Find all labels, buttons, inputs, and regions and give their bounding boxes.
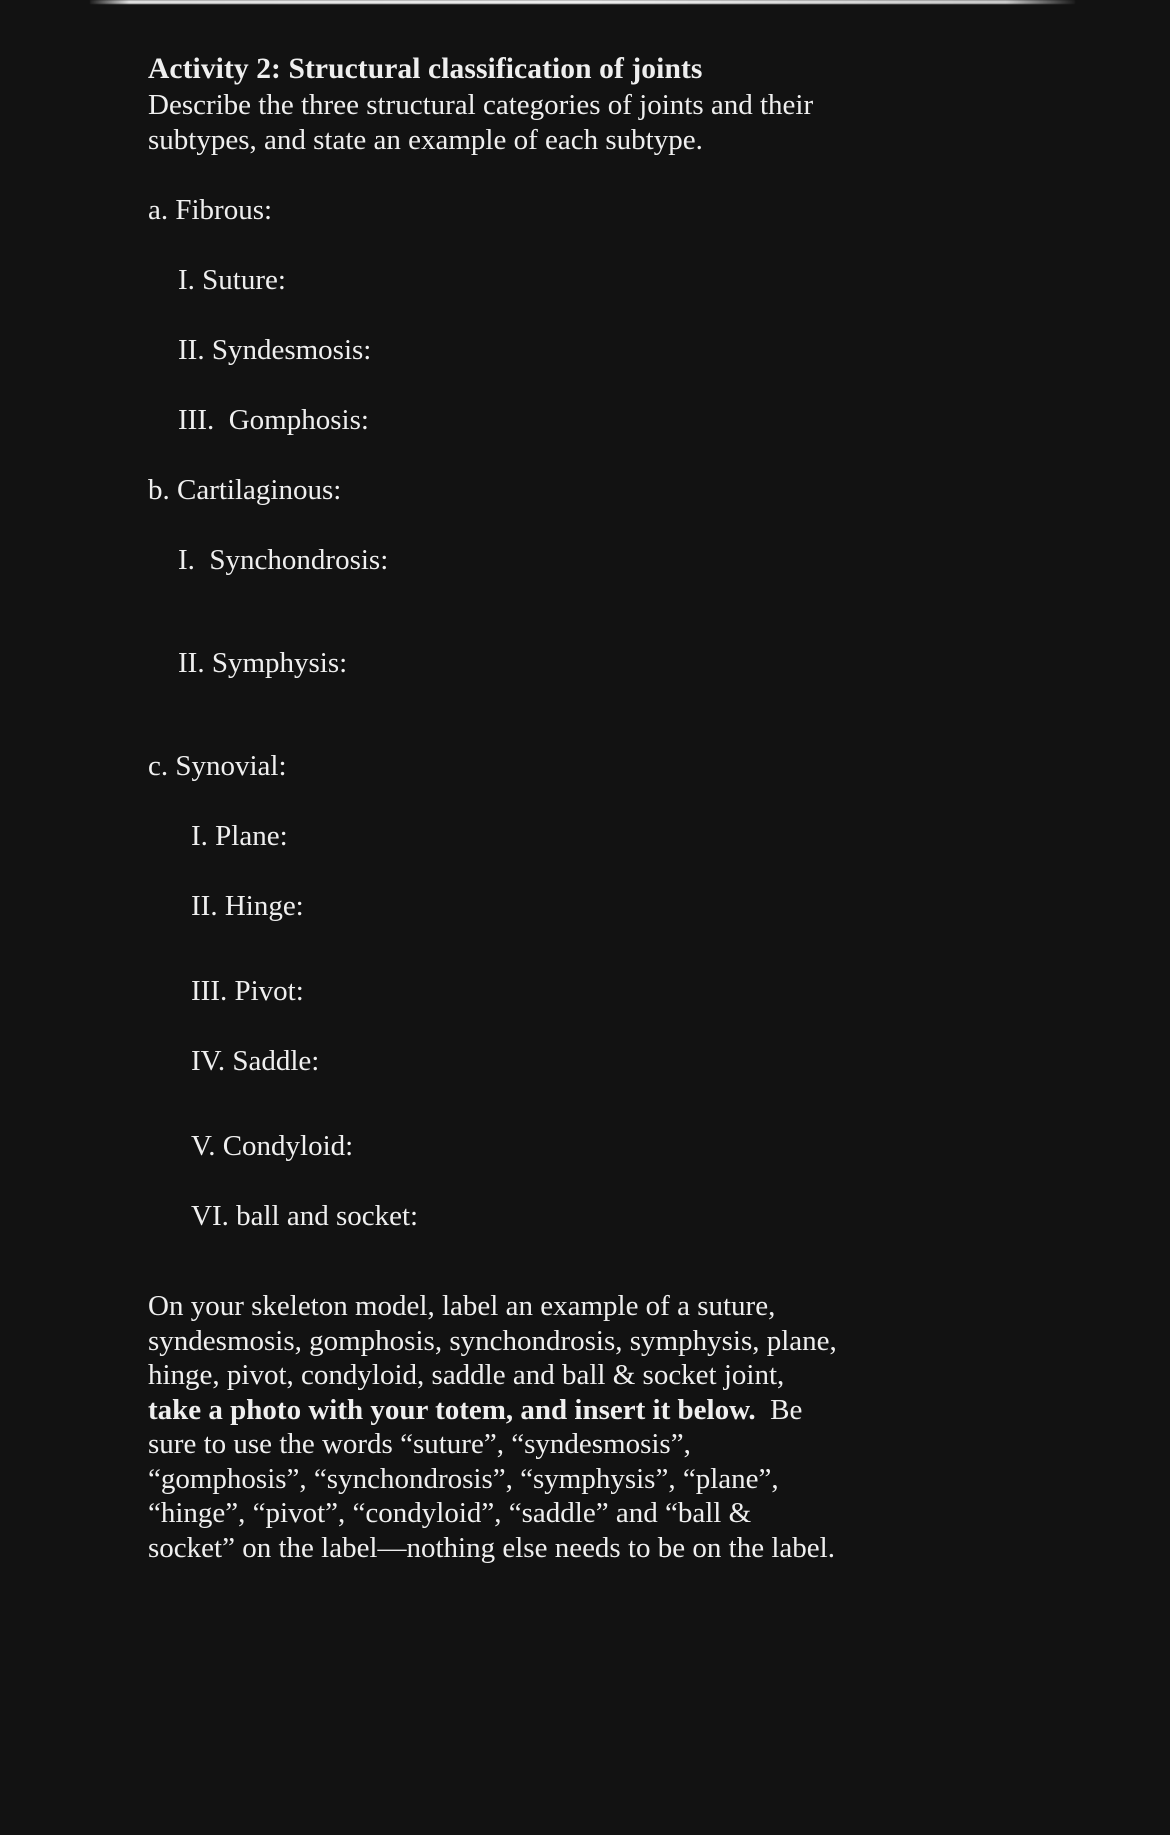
instruction-line-2: subtypes, and state an example of each subtype. (148, 124, 703, 156)
subtype-saddle: IV. Saddle: (191, 1045, 320, 1077)
subtype-condyloid: V. Condyloid: (191, 1130, 354, 1162)
subtype-pivot: III. Pivot: (191, 975, 304, 1007)
closing-instructions (148, 1289, 893, 1565)
closing-line-2: syndesmosis, gomphosis, synchondrosis, symphysis, plane, (148, 1324, 837, 1357)
subtype-suture: I. Suture: (178, 264, 286, 296)
closing-emphasis: take a photo with your totem, and insert it below. (148, 1393, 756, 1426)
closing-line-6: “gomphosis”, “synchondrosis”, “symphysis”, “plane”, (148, 1462, 779, 1495)
subtype-ball-and-socket: VI. ball and socket: (191, 1200, 419, 1232)
subtype-syndesmosis: II. Syndesmosis: (178, 334, 372, 366)
closing-line-5: sure to use the words “suture”, “syndesmosis”, (148, 1428, 691, 1460)
activity-heading: Activity 2: Structural classification of joints (148, 53, 703, 85)
closing-line-8: socket” on the label—nothing else needs to be on the label. (148, 1531, 835, 1564)
document-body (148, 52, 888, 1565)
activity-instructions (148, 88, 848, 158)
category-synovial: c. Synovial: (148, 750, 287, 782)
closing-line-4-tail: Be (755, 1393, 803, 1426)
category-cartilaginous: b. Cartilaginous: (148, 474, 342, 506)
subtype-plane: I. Plane: (191, 820, 288, 852)
instruction-line-1: Describe the three structural categories of joints and their (148, 89, 814, 121)
closing-line-3: hinge, pivot, condyloid, saddle and ball & socket joint, (148, 1359, 785, 1391)
subtype-symphysis: II. Symphysis: (178, 647, 348, 679)
category-fibrous: a. Fibrous: (148, 194, 273, 226)
subtype-gomphosis: III. Gomphosis: (178, 404, 369, 436)
subtype-synchondrosis: I. Synchondrosis: (178, 544, 389, 576)
closing-line-1: On your skeleton model, label an example of a suture, (148, 1290, 776, 1322)
closing-line-7: “hinge”, “pivot”, “condyloid”, “saddle” and “ball & (148, 1497, 752, 1529)
subtype-hinge: II. Hinge: (191, 890, 304, 922)
closing-line-4 (148, 1393, 893, 1428)
